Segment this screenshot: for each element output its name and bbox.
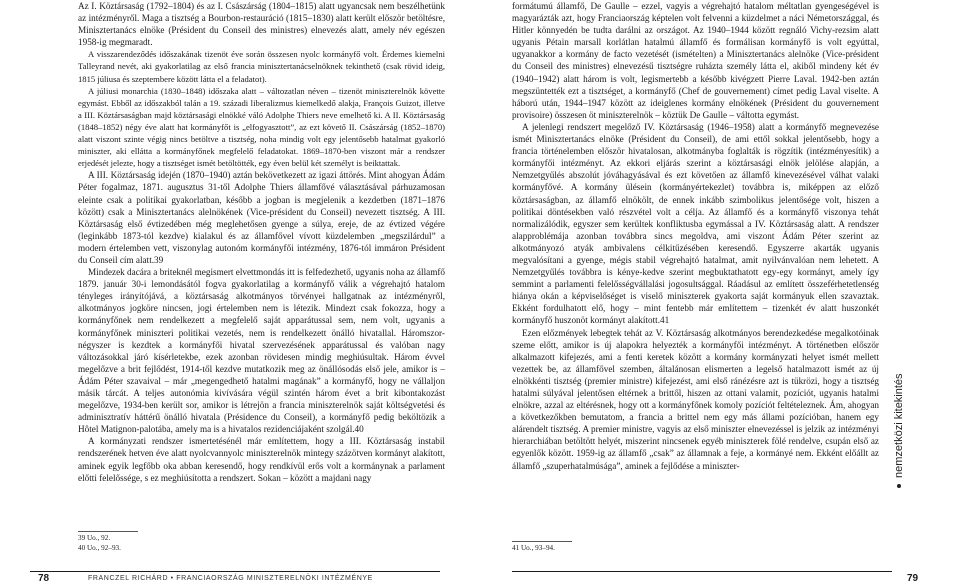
right-column-paragraph-1: formátumú államfő, De Gaulle – ezzel, vagyis a végrehajtó hatalom méltatlan gyengeségével is magyarázták azt, hogy Franciaország képtelen volt felvenni a küzdelmet a náci Németországgal, és Hitler könnyedén be tudta darálni az országot. Az 1940–1944 között regnáló Vichy-rezsim alatt ugyanis Pétain marsall korlátlan hatalmú államfő és formálisan kormányfő is volt egyúttal, ugyanakkor a kormány de facto vezetését (ismételten) a Minisztertanács alelnöke (Vice-président du Conseil des ministres) elnevezésű tisztségre ruházta személy látta el, akiből mindeny két év (1940–1942) alatt három is volt, legismertebb a később kivégzett Pierre Laval. 1942-ben aztán megszüntették ezt a tisztséget, a kormányfő (Chef de gouvernement) címet pedig Laval viselte. A háború után, 1944–1947 között az ideiglenes kormány elnökének (Président du gouvernement provisoire) összesen öt miniszterelnök – köztük De Gaulle – váltotta egymást. [512,1,879,120]
left-column-paragraph-3: A júliusi monarchia (1830–1848) időszaka alatt – változatlan néven – tizenöt miniszterelnök követte egymást. Ebből az időszakból talán a 19. századi liberalizmus kiemelkedő alakja, François Guizot, illetve a III. Köztársaságban majd köztársasági elnökké váló Adolphe Thiers neve emelhető ki. A II. Köztársaság (1848–1852) négy éve alatt hat kormányfőt is „elfogyasztott”, az ezt követő II. Császárság (1852–1870) alatt viszont szinte végig nincs betöltve a tisztség, noha mindig volt egy jelentősebb hatalmat gyakorló miniszter, aki ellátta a kormányfőnek megfelelő feladatokat. 1869–1870-ben viszont már a rendszer erjedését jelezte, hogy a tisztséget ismét betöltötték, egy éven belül két személyt is beiktattak. [78,85,445,169]
left-column-paragraph-2: A visszarendeződés időszakának tizenöt éve során összesen nyolc kormányfő volt. Érdemes kiemelni Talleyrand nevét, aki gyakorlatilag az első francia minisztertanácselnöknek tekinthető (csak rövid ideig, 1815 júliusa és szeptembere között látta el a feladatot). [78,49,445,84]
right-column-paragraph-2: A jelenlegi rendszert megelőző IV. Köztársaság (1946–1958) alatt a kormányfő megnevezése ismét Minisztertanács elnöke (Président du Conseil), de ami ettől sokkal jelentősebb, hogy a francia történelemben először hivatalosan, alkotmányba foglalták is rögzítik (intézményesítik) a kormányfői intézményt. Az ekkori eljárás szerint a köztársasági elnök jelölése alapján, a Nemzetgyűlés abszolút jóváhagyásával és ezt követően az államfő kinevezésével válhat valaki kormányfővé. A kormány ülésein (kormányértekezlet) továbbra is, miképpen az előző köztársaságban, az államfő elnökölt, de ennek inkább szimbolikus jelentősége volt, hiszen a politikai döntésekben való részvétel volt a célja. Az államfő és a kormányfő viszonya tehát normalizálódik, egyszer sem kerültek konfliktusba egymással a IV. Köztársaság alatt. A rendszer alapproblémája azonban továbbra sincs megoldva, ami viszont Ádám Péter szerint az alkotmányozó atyák ambivalens célkitűzésében keresendő. Egyszerre akarták ugyanis megvalósítani a gyenge, mégis stabil végrehajtó hatalmat, amit nyilvánvalóan nem lehetett. A Nemzetgyűlés továbbra is kénye-kedve szerint megbuktathatott egy-egy kormányt, amely így semmint a parlamenti felelősségvállalási jogosultsággal. Ráadásul az említett összeférhetetlenség hiánya okán a képviselőséget is viselő miniszterek gyakorta saját kormányuk ellen szavaztak. Ekként fordulhatott elő, hogy – mint fentebb már említettem – tizenkét év alatt huszonkét kormányfő huszonöt kormányt alakított.41 [512,121,879,326]
left-column-paragraph-6: A kormányzati rendszer ismertetésénél már említettem, hogy a III. Köztársaság instabil rendszerének hetven éve alatt nyolcvannyolc miniszterelnök mintegy százötven kormányt alakított, aminek egyik legfőbb oka abban keresendő, hogy rendkívül erős volt a kormánynak a parlament előtti felelőssége, s ez meghiúsította a rendszert. Sokan – között a majdani nagy [78,436,445,483]
footnote-41: 41 Uo., 93–94. [512,544,555,552]
left-footnote-rule [78,531,138,532]
left-column-paragraph-4: A III. Köztársaság idején (1870–1940) aztán bekövetkezett az igazi áttörés. Mint ahogyan Ádám Péter fogalmaz, 1871. augusztus 31-től Adolphe Thiers államfővé választásával párhuzamosan eleinte csak a politikai gyakorlatban, később a jogban is megjelenik a kezdetben (1871–1876 között) csak a Minisztertanács alelnökének (Vice-président du Conseil) nevezett tisztség. A III. Köztársaság első évtizedében még meglehetősen gyenge a súlya, ereje, de az évtized végére (leginkább 1873-tól kezdve) kialakul és az államfővel vívott küzdelemben „megszilárdul” a modern értelemben vett, viszonylag autonóm kormányfői intézmény, 1876-tól immáron Président du Conseil cím alatt.39 [78,170,445,265]
left-column-paragraph-5: Mindezek dacára a briteknél megismert elvettmondás itt is felfedezhető, ugyanis noha az államfő 1879. január 30-i lemondásától fogva gyakorlatilag a kormányfő válik a végrehajtó hatalom tényleges irányítójává, a köztársaság alkotmányos törvényei hallgatnak az intézményről, alkotmányos jogköre nincsen, jogi értelemben nem is létezik. Mindezt csak fokozza, hogy a kormányfőnek nem rendelkezett a megfelelő saját apparátussal sem, nem volt, ugyanis a kormányfőnek miniszteri politikai vezetés, nem is rendelkezett önálló hivatallal. Háromszor-négyszer is kezdtek a kormányfői hivatal szervezésének apparátussal és valóban nagy változásokkal járó kísérletekbe, ezek azonban rövidesen mindig meghiúsultak. Három évvel megelőzve a brit fejlődést, 1914-től kezdve mutatkozik meg az önállósodás első jele, amikor is – Ádám Péter szavaival – már „megengedhető hatalmi magának” a kormányfő, hogy ne vállaljon másik tárcát. A teljes autonómia kivívására végül szintén három évet a brit kibontakozást megelőzve, 1934-ben került sor, amikor is létrejön a francia miniszterelnök saját költségvetési és adminisztratív háttérű önálló hivatala (Présidence du Conseil), a kormányfő pedig beköltözik a Hôtel Matignon-palotába, amely ma is a hivatalos rezidenciájaként szolgál.40 [78,267,445,435]
side-tab-label: nemzetközi kitekintés [893,373,905,478]
right-column-paragraph-3: Ezen előzmények lebegtek tehát az V. Köztársaság alkotmányos berendezkedése megalkotóinak szeme előtt, amikor is új alapokra helyezték a kormányfői intézményt. A történetben először alkalmazott kifejezés, ami a fenti keretek között a kormány kormányzati helyet ismét mellett vezettek be, az államfővel szemben, általánosan elismerten a legelső hatalmazott ismét az új elnökkénti tisztség (premier ministre) kifejezést, ami első ránézésre azt is tükrözi, hogy a tisztség hatalmi súlyával jelentősen eltérnek a brittől, hiszen az ottani valamit, pozíciót, ugyanis hatalmi elnökre, azzal az eltérésnek, hogy ott a kormányfőnek komoly pozíciót feltételeznek. Ám, ahogyan a következőkben bemutatom, a francia a brittel nem egy más állami pozícióban, hanem egy alárendelt tisztség. A premier ministre, vagyis az első miniszter elnevezéssel is jelzik az intézményi hierarchiában betöltött helyét, miszerint nincsenek egyéb miniszterek fölé rendelve, csupán első az egyenlők között. 1959-ig az államfő „csak” az államnak a feje, a kormányé nem. Ekként előállt az államfő „szuperhatalmúsága”, aminek a fejlődése a miniszter- [512,327,879,471]
right-footnotes [512,544,712,554]
section-side-tab [893,373,909,488]
footnote-40: 40 Uo., 92–93. [78,543,121,552]
bullet-icon [897,484,901,488]
right-footnote-rule [512,541,572,542]
left-column-paragraph-1: Az I. Köztársaság (1792–1804) és az I. Császárság (1804–1815) alatt ugyancsak nem beszélhetünk az intézményről. Maga a tisztség a Bourbon-restauráció (1815–1830) alatt került először betöltésre, Minisztertanács elnöke (Président du Conseil des ministres) elnevezés alatt, amely név egészen 1958-ig megmaradt. [78,1,445,48]
running-head: FRANCZEL RICHÁRD • FRANCIAORSZÁG MINISZTERELNÖKI INTÉZMÉNYE [88,575,373,582]
right-column [512,0,879,472]
left-page-number: 78 [38,573,50,584]
right-page-number: 79 [907,573,919,584]
left-bottom-rule [30,571,440,572]
left-footnotes [78,534,278,553]
right-bottom-rule [512,571,892,572]
footnote-39: 39 Uo., 92. [78,534,111,542]
left-column [78,0,445,484]
